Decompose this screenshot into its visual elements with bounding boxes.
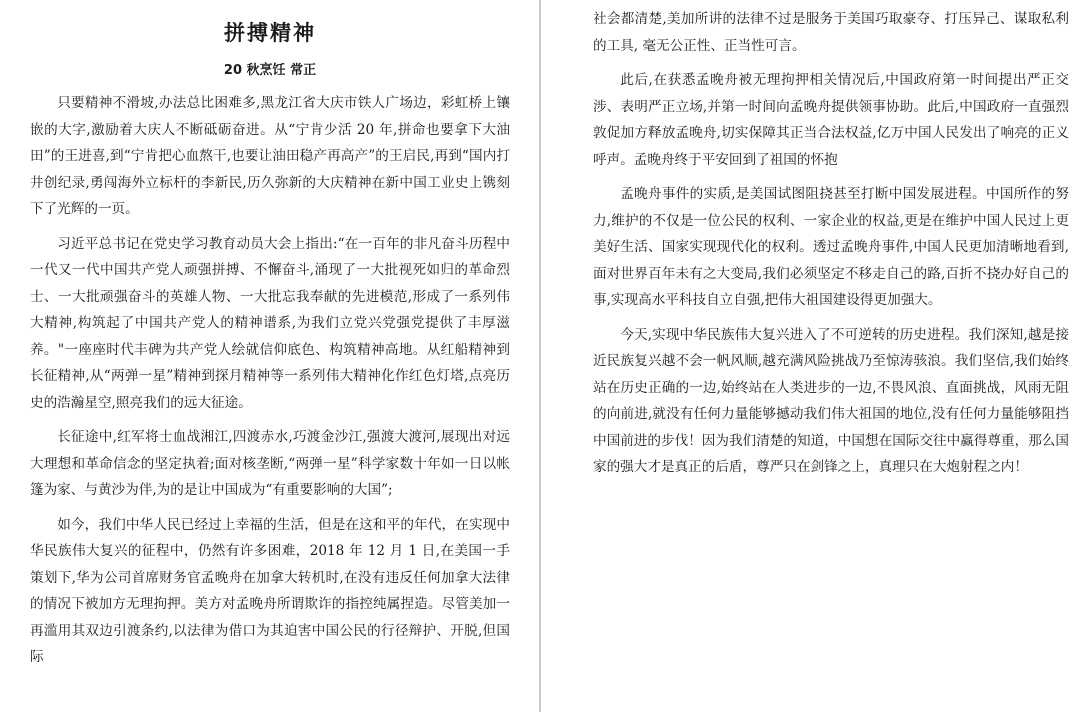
paragraph-continuation: 社会都清楚,美加所讲的法律不过是服务于美国巧取豪夺、打压异己、谋取私利的工具, 毫无公正性、正当性可言。: [593, 11, 1069, 54]
document-author: 20 秋烹饪 常正: [223, 63, 317, 78]
paragraph: 孟晚舟事件的实质,是美国试图阻挠甚至打断中国发展进程。中国所作的努力,维护的不仅是一位公民的权利、一家企业的权益,更是在维护中国人民过上更美好生活、国家实现现代化的权利。透过孟晚舟事件,中国人民更加清晰地看到,面对世界百年未有之大变局,我们必须坚定不移走自己的路,百折不挠办好自己的事,实现高水平科技自立自强,把伟大祖国建设得更加强大。: [593, 186, 1069, 308]
page-left-column: [30, 0, 510, 679]
paragraph: 长征途中,红军将士血战湘江,四渡赤水,巧渡金沙江,强渡大渡河,展现出对远大理想和革命信念的坚定执着;面对核垄断,“两弹一星”科学家数十年如一日以帐篷为家、与黄沙为伴,为的是让中国成为“有重要影响的大国”;: [30, 429, 510, 498]
document-page-right: [541, 0, 1080, 712]
paragraph: 如今，我们中华人民已经过上幸福的生活，但是在这和平的年代，在实现中华民族伟大复兴的征程中，仍然有许多困难，2018 年 12 月 1 日,在美国一手策划下,华为公司首席财务官孟晚舟在加拿大转机时,在没有违反任何加拿大法律的情况下被加方无理拘押。美方对孟晚舟所谓欺诈的指控纯属捏造。尽管美加一再滥用其双边引渡条约,以法律为借口为其迫害中国公民的行径辩护、开脱,但国际: [30, 516, 510, 665]
document-page-left: [0, 0, 539, 712]
paragraph: 此后,在获悉孟晚舟被无理拘押相关情况后,中国政府第一时间提出严正交涉、表明严正立场,并第一时间向孟晚舟提供领事协助。此后,中国政府一直强烈敦促加方释放孟晚舟,切实保障其正当合法权益,亿万中国人民发出了响亮的正义呼声。孟晚舟终于平安回到了祖国的怀抱: [593, 72, 1069, 168]
document-title: 拼搏精神: [224, 21, 316, 45]
paragraph: 习近平总书记在党史学习教育动员大会上指出:“在一百年的非凡奋斗历程中一代又一代中国共产党人顽强拼搏、不懈奋斗,涌现了一大批视死如归的革命烈士、一大批顽强奋斗的英雄人物、一大批忘我奉献的先进模范,形成了一系列伟大精神,构筑起了中国共产党人的精神谱系,为我们立党兴党强党提供了丰厚滋养。"一座座时代丰碑为共产党人绘就信仰底色、构筑精神高地。从红船精神到长征精神,从“两弹一星”精神到探月精神等一系列伟大精神化作红色灯塔,点亮历史的浩瀚星空,照亮我们的远大征途。: [30, 235, 510, 411]
paragraph: 只要精神不滑坡,办法总比困难多,黑龙江省大庆市铁人广场边，彩虹桥上镶嵌的大字,激励着大庆人不断砥砺奋进。从“宁肯少活 20 年,拼命也要拿下大油田”的王进喜,到“宁肯把心血熬干,也要让油田稳产再高产”的王启民,再到“国内打井创纪录,勇闯海外立标杆的李新民,历久弥新的大庆精神在新中国工业史上镌刻下了光辉的一页。: [30, 95, 510, 217]
page-right-column: [593, 6, 1069, 489]
paragraph: 今天,实现中华民族伟大复兴进入了不可逆转的历史进程。我们深知,越是接近民族复兴越不会一帆风顺,越充满风险挑战乃至惊涛骇浪。我们坚信,我们始终站在历史正确的一边,始终站在人类进步的一边,不畏风浪、直面挑战，风雨无阻的向前进,就没有任何力量能够撼动我们伟大祖国的地位,没有任何力量能够阻挡中国前进的步伐！因为我们清楚的知道，中国想在国际交往中赢得尊重，那么国家的强大才是真正的后盾，尊严只在剑锋之上，真理只在大炮射程之内！: [593, 326, 1069, 475]
